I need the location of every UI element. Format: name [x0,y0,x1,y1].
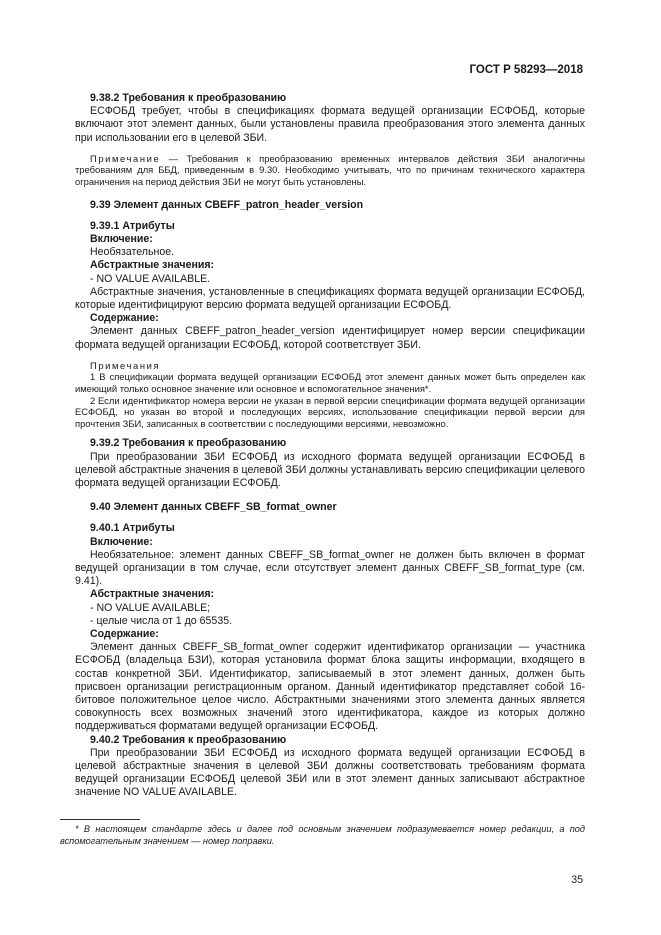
footnote-text: * В настоящем стандарте здесь и далее под основным значением подразумевается номер редакции, а под вспомогательным значением — номер поправки. [60,824,585,846]
note-label: Примечание [90,152,161,164]
section-heading-9-38-2: 9.38.2 Требования к преобразованию [90,92,287,104]
section-heading-9-39: 9.39 Элемент данных CBEFF_patron_header_version [90,198,364,211]
notes-label: Примечания [90,359,161,371]
content-label: Содержание: [90,628,159,641]
abstract-value-item: - целые числа от 1 до 65535. [90,614,233,627]
abstract-value-item: - NO VALUE AVAILABLE; [90,601,211,614]
content-text: Элемент данных CBEFF_SB_format_owner содержит идентификатор организации — участника ЕСФОБД (владельца БЗИ), которая установила формат блока защиты информации, входящего в состав конкретной ЗБИ. Идентификатор, записываемый в этот элемент данных, должен быть присвоен организации регистрационным органом. Данный идентификатор представляет собой 16-битовое положительное целое число. Абстрактными значениями этого элемента данных является совокупность всех возможных значений этого идентификатора, каждое из которых должно поддерживаться форматами ведущей организации ЕСФОБД. [75,641,585,733]
inclusion-value: Необязательное. [90,246,175,259]
requirements-text-9-39-2: При преобразовании ЗБИ ЕСФОБД из исходного формата ведущей организации ЕСФОБД в целевой абстрактные значения в целевой ЗБИ должны устанавливать версию спецификации целевого формата ведущей организации ЕСФОБД. [75,450,585,489]
abstract-values-label: Абстрактные значения: [90,259,215,272]
page-number: 35 [571,874,583,886]
subsection-heading-9-40-1: 9.40.1 Атрибуты [90,522,175,535]
subsection-heading-9-39-2: 9.39.2 Требования к преобразованию [90,437,287,450]
subsection-heading-9-40-2: 9.40.2 Требования к преобразованию [90,733,287,746]
inclusion-text: Необязательное: элемент данных CBEFF_SB_format_owner не должен быть включен в формат ведущей организации в том случае, если отсутствует элемент данных CBEFF_SB_format_type (см. 9.41). [75,548,585,588]
requirements-text-9-40-2: При преобразовании ЗБИ ЕСФОБД из исходного формата ведущей организации ЕСФОБД в целевой абстрактные значения в целевой ЗБИ должны соответствовать требованиям формата ведущей организации ЕСФОБД целевой ЗБИ или в этот элемент данных записывают абстрактное значение NO VALUE AVAILABLE. [75,746,585,799]
section-heading-9-40: 9.40 Элемент данных CBEFF_SB_format_owner [90,501,337,514]
abstract-value-item: - NO VALUE AVAILABLE. [90,272,211,285]
note-1: 1 В спецификации формата ведущей организации ЕСФОБД этот элемент данных может быть определен как имеющий только основное значение или основное и вспомогательное значения*. [75,371,585,395]
inclusion-label: Включение: [90,535,153,548]
inclusion-label: Включение: [90,233,153,245]
content-label: Содержание: [90,312,159,325]
subsection-heading-9-39-1: 9.39.1 Атрибуты [90,219,175,232]
abstract-values-text: Абстрактные значения, установленные в спецификациях формата ведущей организации ЕСФОБД, которые идентифицируют версию формата ведущей организации ЕСФОБД. [75,285,585,312]
note-2: 2 Если идентификатор номера версии не указан в первой версии спецификации формата ведущей организации ЕСФОБД, но указан во второй и последующих версиях, использование спецификации первой версии для прочтения ЗБИ, записанных в соответствии с последующими версиями, невозможно. [75,394,585,429]
page-content [75,92,585,800]
document-code: ГОСТ Р 58293—2018 [469,64,583,76]
abstract-values-label: Абстрактные значения: [90,588,215,601]
content-text: Элемент данных CBEFF_patron_header_version идентифицирует номер версии спецификации формата ведущей организации ЕСФОБД, которой соответствует ЗБИ. [75,325,585,351]
note-text: — Требования к преобразованию временных интервалов действия ЗБИ аналогичны требованиям для ББД, приведенным в 9.30. Необходимо учитывать, что по причинам технического характера ограничения на период действия ЗБИ не могут быть установлены. [75,152,585,187]
footnote-divider [60,819,140,820]
section-text-9-38-2: ЕСФОБД требует, чтобы в спецификациях формата ведущей организации ЕСФОБД, которые включают этот элемент данных, были установлены правила преобразования этого элемента данных при использовании его в целевой ЗБИ. [75,105,585,144]
note-9-38-2 [75,153,585,188]
footnote [60,823,585,847]
